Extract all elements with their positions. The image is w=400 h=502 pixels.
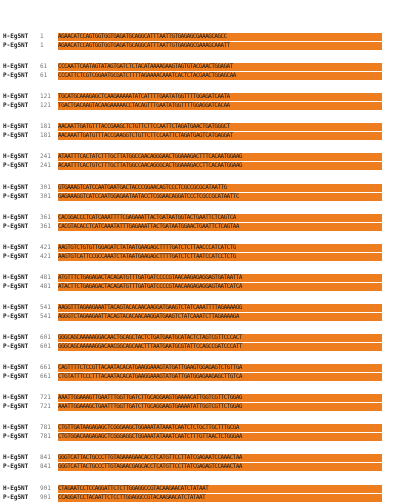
sequence-name: P-Eg5NT (3, 252, 29, 260)
sequence-text: CCAGGATCCTACAATTCTCCTTGGAGGCCGTACAAGAACATCTATAAT (58, 494, 206, 501)
sequence-text: AGGGTCTAGAAGAATTACAGTACACAACAAGGATGAAGTCTATCAAATCTTAGAAAAGA (58, 313, 239, 320)
sequence-name: P-Eg5NT (3, 433, 29, 441)
sequence-text: AACAATTGATGTTTACCGAAGCTCTGTTCTTCCAATTCTAGATGAACTGATGGGCT (58, 124, 230, 131)
sequence-text: CTGTATTTCCCTTTACAATACACATGAAGGAAAGTATGATTGATGGAGAAGAGCTTGTCA (58, 374, 242, 381)
sequence-name: H-Eg5NT (3, 243, 29, 251)
sequence-text: GTGAAAGTCATCCAATGAATGACTACCCGGAACAGTCCCTCGCCGCGCATAATTG (58, 184, 227, 191)
sequence-position: 781 (40, 424, 51, 432)
alignment-row (0, 304, 400, 312)
sequence-name: H-Eg5NT (3, 394, 29, 402)
sequence-position: 781 (40, 433, 51, 441)
sequence-name: H-Eg5NT (3, 33, 29, 40)
alignment-row (0, 153, 400, 161)
alignment-row (0, 403, 400, 411)
alignment-row (0, 162, 400, 170)
sequence-name: P-Eg5NT (3, 312, 29, 320)
sequence-position: 661 (40, 364, 51, 372)
sequence-position: 601 (40, 334, 51, 341)
sequence-text: CCCAATTCAATAGTATAGTGATCTCTACATAAAAGAAGTAGTGTACGAACTGGAGAT (58, 64, 233, 71)
sequence-position: 121 (40, 102, 51, 110)
sequence-position: 301 (40, 183, 51, 191)
alignment-row (0, 123, 400, 131)
sequence-name: H-Eg5NT (3, 303, 29, 311)
sequence-position: 181 (40, 132, 51, 140)
sequence-text: AAGGTTTAGAAGAAATTACAGTACACAACAAGGATGAAGTCTATCAAATTTTAGAAAAGG (58, 304, 242, 311)
sequence-position: 301 (40, 192, 51, 200)
sequence-name: H-Eg5NT (3, 364, 29, 372)
alignment-row (0, 373, 400, 381)
sequence-position: 61 (40, 63, 48, 71)
alignment-row (0, 102, 400, 110)
alignment-row (0, 283, 400, 291)
sequence-name: P-Eg5NT (3, 282, 29, 290)
sequence-text: ACAATTTCACTGTCTTTGCTTATGGCCAACAGGGCACTGGAAAGACCTTCACAATGGAAG (58, 163, 242, 170)
alignment-row (0, 253, 400, 261)
sequence-text: CAGTTTTCTCCGTTACAATACACATGAAGGAAAGTATGATTGAAGTGGAGAGTCTGTTGA (58, 365, 242, 372)
alignment-row (0, 193, 400, 201)
sequence-name: P-Eg5NT (3, 373, 29, 381)
sequence-name: P-Eg5NT (3, 42, 29, 49)
sequence-position: 481 (40, 282, 51, 290)
alignment-row (0, 424, 400, 432)
sequence-name: H-Eg5NT (3, 334, 29, 341)
sequence-position: 721 (40, 394, 51, 402)
sequence-name: H-Eg5NT (3, 213, 29, 221)
sequence-position: 481 (40, 273, 51, 281)
alignment-row (0, 63, 400, 71)
sequence-position: 841 (40, 454, 51, 462)
alignment-row (0, 42, 400, 50)
sequence-position: 601 (40, 343, 51, 350)
sequence-text: TGCATGCAAAGAGCTCAAGAAAAATATCATTTTGAATATGGTTTTGGAGATCAATA (58, 94, 230, 101)
sequence-name: H-Eg5NT (3, 273, 29, 281)
sequence-position: 721 (40, 403, 51, 411)
sequence-text: ATGTTTCTGAGAGACTACAGATGTTTGATGATCCCCGTAACAAGAGAGGAGTGATAATTA (58, 274, 242, 281)
sequence-position: 421 (40, 252, 51, 260)
sequence-text: ATAATTTCACTATCTTTGCTTATGGCCAACAGGGAACTGGAAAGACTTTCACAATGGAAG (58, 154, 242, 161)
sequence-name: P-Eg5NT (3, 132, 29, 140)
sequence-text: AGAACATCCAGTGGTGGTGAGATGCAGGCATTTAATTGTGAGAGCGAAAGCAAATT (58, 43, 230, 49)
sequence-position: 61 (40, 72, 48, 80)
sequence-position: 361 (40, 222, 51, 230)
sequence-text: GGGTCATTACTGCCCTTGTAGAAAGAACACCTCATGTTCCTTATCGAGAATCCAAACTAA (58, 455, 242, 462)
sequence-name: P-Eg5NT (3, 102, 29, 110)
sequence-name: H-Eg5NT (3, 153, 29, 161)
alignment-row (0, 223, 400, 231)
alignment-row (0, 334, 400, 342)
sequence-text: GGGCAGCAAAAAGGACAACTGCAGCTACTCTGATGAATGCATACTCTAGTCGTTCCCACT (58, 335, 242, 341)
sequence-position: 901 (40, 484, 51, 492)
alignment-row (0, 313, 400, 321)
sequence-name: P-Eg5NT (3, 222, 29, 230)
alignment-row (0, 343, 400, 351)
alignment-row (0, 93, 400, 101)
sequence-text: AAATTGGAAAGTTGAATTTGGTTGATCTTGCAGGAAGTGAAAACATTGGTCGTTCTGGAG (58, 395, 242, 402)
alignment-row (0, 33, 400, 41)
sequence-text: CACGTACACCTCATCAAATATTTGAGAAATTACTGATAATGGAACTGAATTCTCAGTAA (58, 223, 239, 230)
sequence-name: H-Eg5NT (3, 454, 29, 462)
sequence-name: H-Eg5NT (3, 484, 29, 492)
sequence-position: 181 (40, 123, 51, 131)
sequence-position: 421 (40, 243, 51, 251)
sequence-position: 541 (40, 303, 51, 311)
sequence-name: P-Eg5NT (3, 403, 29, 411)
sequence-position: 241 (40, 162, 51, 170)
sequence-name: H-Eg5NT (3, 123, 29, 131)
sequence-position: 361 (40, 213, 51, 221)
sequence-position: 661 (40, 373, 51, 381)
sequence-text: CTGTTGATAAGAGAGCTCGGGAAGCTGGAAATATAAATCAATCTCTGCTTGCTTTGCGA (58, 425, 239, 432)
sequence-text: CCCATTCTCGTCGGAATGCGATCTTTTAGAAAACAAATCACTCTACGAACTGGAGCAA (58, 73, 236, 80)
sequence-name: P-Eg5NT (3, 493, 29, 501)
alignment-row (0, 394, 400, 402)
alignment-row (0, 244, 400, 252)
sequence-text: TGACTGACAAGTACAAGAAAAACCTACAGTTTGAATATGGTTTTGGAGGATCACAA (58, 103, 230, 110)
sequence-name: P-Eg5NT (3, 463, 29, 471)
sequence-position: 241 (40, 153, 51, 161)
sequence-name: P-Eg5NT (3, 162, 29, 170)
alignment-row (0, 463, 400, 471)
sequence-name: H-Eg5NT (3, 63, 29, 71)
sequence-name: P-Eg5NT (3, 343, 29, 350)
alignment-row (0, 214, 400, 222)
sequence-text: AGAACATCCAGTGGTGGTGAGATGCAGGCATTTAATTGTGAGAGCGAAAGCAGCC (58, 34, 227, 40)
alignment-row (0, 132, 400, 140)
sequence-name: H-Eg5NT (3, 424, 29, 432)
alignment-row (0, 485, 400, 493)
sequence-text: AACAAATTGATGTTTACCGAAGGTCTGTTCTTCCAATTCTAGATGAGTCATGAGGAT (58, 133, 233, 140)
sequence-text: GGGCAGCAAAAAGGACAACGGCAGCAACTTTAATGAATGCGTATTCCAGCCGATCCCATT (58, 344, 242, 350)
sequence-text: CTAGAATCCTCCAGGATTCTCTTGGAGGCCGTACAAGAACATCTATAAT (58, 485, 209, 492)
alignment-row (0, 494, 400, 502)
sequence-text: AAGTGTCATTCCGCCAAATCTATAATGAAGAGCTTTTGATCTCTTAATCCATCCTCTG (58, 253, 236, 260)
alignment-row (0, 184, 400, 192)
sequence-name: P-Eg5NT (3, 72, 29, 80)
sequence-name: H-Eg5NT (3, 183, 29, 191)
sequence-name: H-Eg5NT (3, 93, 29, 101)
sequence-position: 121 (40, 93, 51, 101)
sequence-text: ATACTTCTGAGAGACTACAGATGTTTGATGATCCCCGTAACAAGAGAGGAGTAATCATCA (58, 283, 242, 290)
alignment-row (0, 454, 400, 462)
alignment-row (0, 274, 400, 282)
sequence-text: CTGTGGACAAGAGAGCTCGGGAGGCTGGAAATATAAATCAATCTTTGTTAACTCTGGGAA (58, 434, 242, 441)
sequence-position: 841 (40, 463, 51, 471)
sequence-position: 1 (40, 33, 44, 40)
sequence-position: 1 (40, 42, 44, 49)
alignment-row (0, 433, 400, 441)
sequence-name: P-Eg5NT (3, 192, 29, 200)
sequence-text: CACGGACCCTCATCAAATTTTCGAGAAATTACTGATAATGGTACTGAATTCTCAGTCA (58, 214, 236, 221)
alignment-row (0, 72, 400, 80)
sequence-position: 901 (40, 493, 51, 501)
sequence-text: AAATTGGAAAGCTGAATTTGGTTGATCTTGCAGGAAGTGAAAATATTGGTCGTTCTGGAG (58, 404, 242, 411)
alignment-row (0, 364, 400, 372)
sequence-position: 541 (40, 312, 51, 320)
sequence-text: AAGTGTCTGTGTTGGAGATCTATAATGAAGAGCTTTTGATCTCTTAACCCATCATCTG (58, 244, 236, 251)
sequence-text: GGGTCATTACTGCCCTTGTAGAACGAGCACCTCATGTTCCTTATCGAGAGTCCAAACTAA (58, 464, 242, 471)
sequence-text: GAGAAAGGTCATCCAATGGAGAATAATACCTCGGAACAGGATCCCTCGCCGCATAATTC (58, 193, 239, 200)
